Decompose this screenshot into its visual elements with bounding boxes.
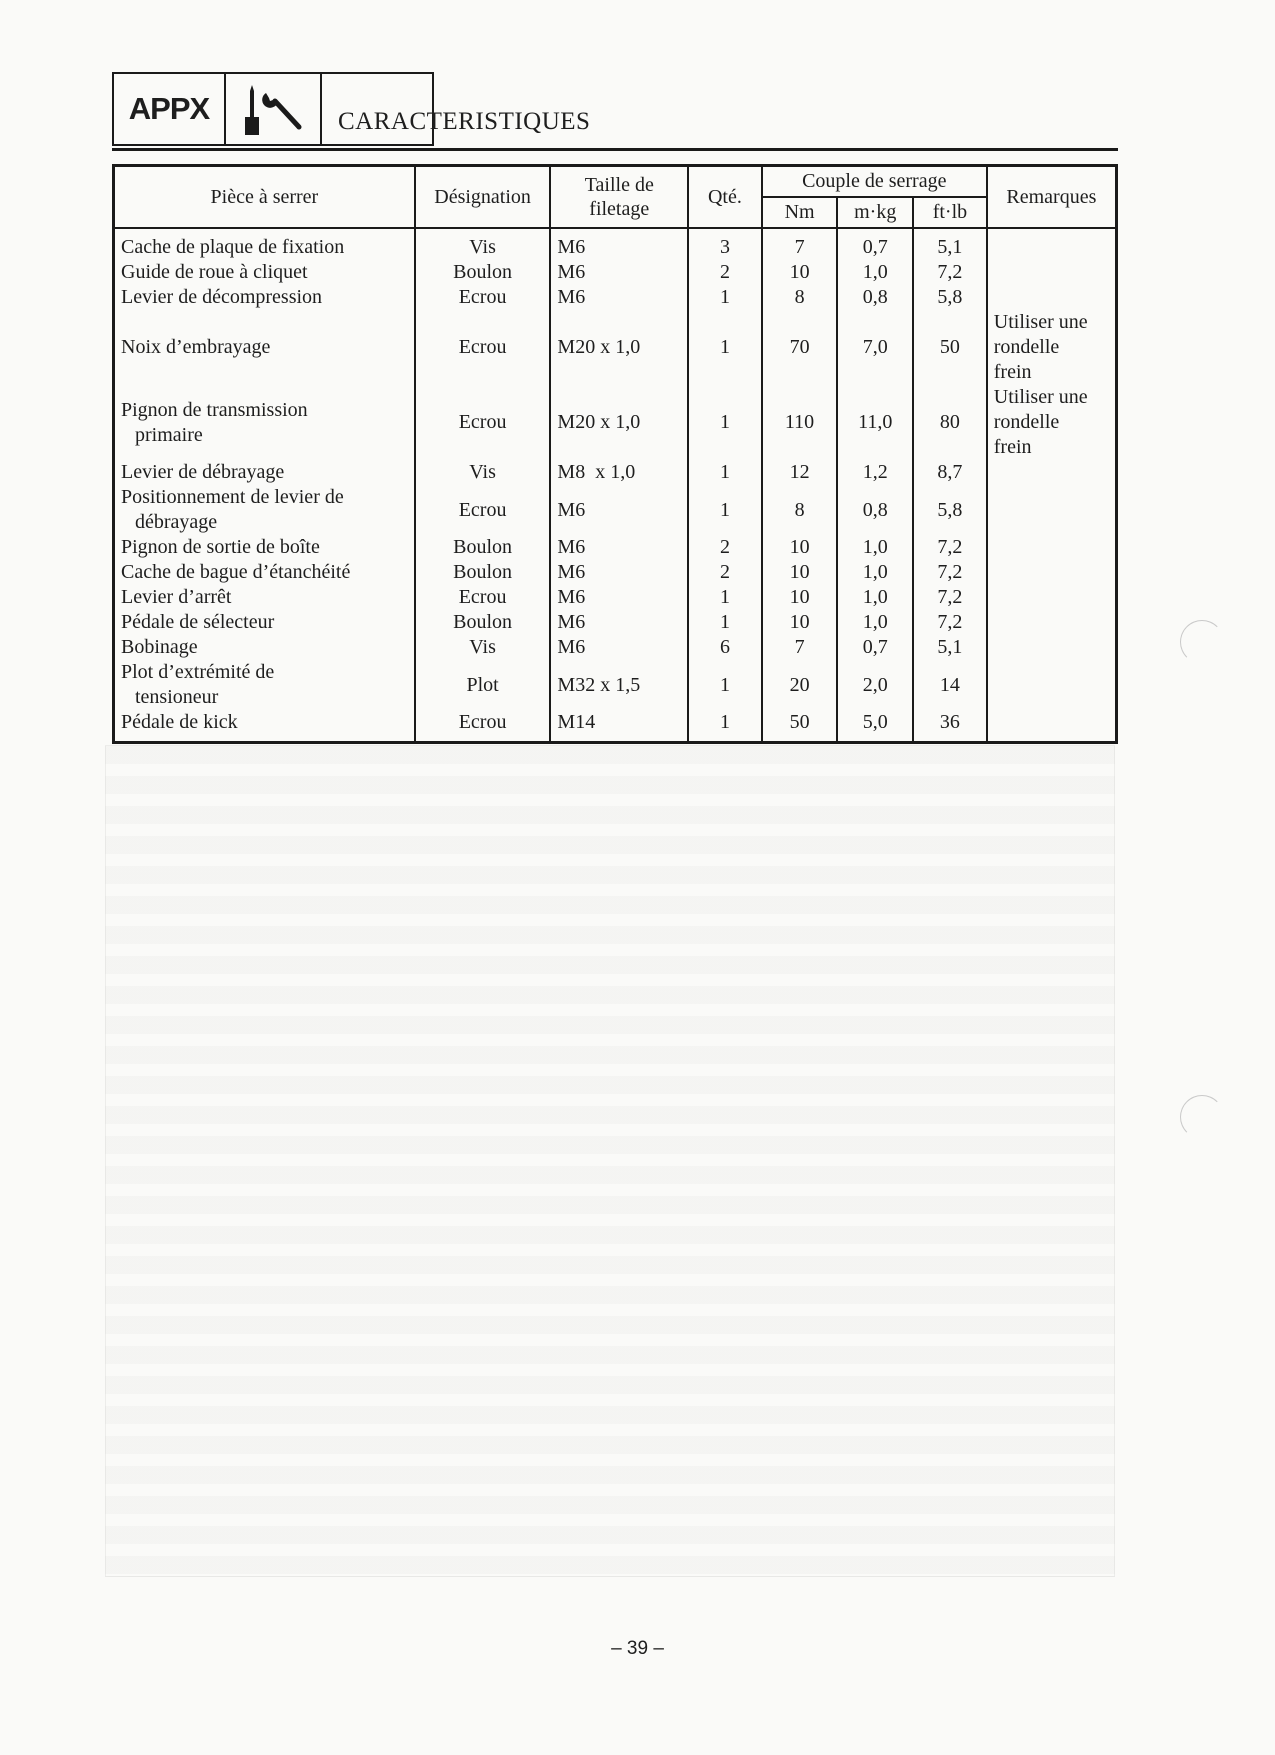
cell-remarks bbox=[987, 260, 1117, 285]
cell-part bbox=[114, 485, 415, 535]
cell-qty: 1 bbox=[688, 460, 762, 485]
table-row bbox=[114, 585, 1117, 610]
header-ftlb: ft·lb bbox=[913, 197, 987, 228]
remark-line: Utiliser une bbox=[993, 386, 1088, 408]
cell-qty: 1 bbox=[688, 585, 762, 610]
cell-nm: 10 bbox=[762, 610, 838, 635]
cell-thread: M6 bbox=[550, 485, 688, 535]
cell-mkg: 0,7 bbox=[837, 635, 913, 660]
cell-thread: M14 bbox=[550, 710, 688, 743]
tools-icon bbox=[226, 74, 320, 144]
punch-hole-mark bbox=[1180, 1095, 1224, 1139]
part-line: Cache de plaque de fixation bbox=[121, 236, 345, 258]
cell-part bbox=[114, 710, 415, 743]
cell-nm: 110 bbox=[762, 385, 838, 460]
part-line: Pédale de kick bbox=[121, 711, 238, 733]
part-line: primaire bbox=[135, 423, 203, 446]
cell-nm: 8 bbox=[762, 485, 838, 535]
cell-qty: 1 bbox=[688, 610, 762, 635]
cell-mkg: 11,0 bbox=[837, 385, 913, 460]
cell-thread: M32 x 1,5 bbox=[550, 660, 688, 710]
part-line: Cache de bague d’étanchéité bbox=[121, 561, 351, 583]
cell-remarks bbox=[987, 228, 1117, 260]
part-line: Levier d’arrêt bbox=[121, 586, 232, 608]
cell-part bbox=[114, 385, 415, 460]
header-mkg: m·kg bbox=[837, 197, 913, 228]
section-badge bbox=[112, 72, 322, 146]
part-line: Positionnement de levier de bbox=[121, 486, 344, 508]
table-row bbox=[114, 660, 1117, 710]
cell-ftlb: 8,7 bbox=[913, 460, 987, 485]
cell-remarks bbox=[987, 560, 1117, 585]
table-row bbox=[114, 560, 1117, 585]
cell-mkg: 2,0 bbox=[837, 660, 913, 710]
cell-qty: 2 bbox=[688, 535, 762, 560]
cell-nm: 20 bbox=[762, 660, 838, 710]
cell-qty: 2 bbox=[688, 260, 762, 285]
cell-part bbox=[114, 660, 415, 710]
remark-line: rondelle bbox=[993, 336, 1060, 358]
table-body bbox=[114, 228, 1117, 743]
cell-qty: 3 bbox=[688, 228, 762, 260]
cell-qty: 1 bbox=[688, 310, 762, 385]
cell-thread: M6 bbox=[550, 560, 688, 585]
table-row bbox=[114, 260, 1117, 285]
part-line: tensioneur bbox=[135, 686, 219, 708]
part-line: Bobinage bbox=[121, 636, 198, 658]
part-line: Plot d’extrémité de bbox=[121, 661, 275, 683]
cell-remarks bbox=[987, 610, 1117, 635]
cell-qty: 2 bbox=[688, 560, 762, 585]
cell-remarks bbox=[987, 535, 1117, 560]
cell-part bbox=[114, 560, 415, 585]
remark-line: Utiliser une bbox=[993, 311, 1088, 333]
table-row bbox=[114, 710, 1117, 743]
table-row bbox=[114, 485, 1117, 535]
cell-designation: Boulon bbox=[415, 260, 551, 285]
punch-hole-mark bbox=[1180, 620, 1224, 664]
cell-mkg: 0,7 bbox=[837, 228, 913, 260]
page-number: – 39 – bbox=[611, 1638, 664, 1659]
cell-remarks bbox=[987, 660, 1117, 710]
cell-nm: 50 bbox=[762, 710, 838, 743]
cell-ftlb: 7,2 bbox=[913, 260, 987, 285]
cell-part bbox=[114, 285, 415, 310]
header-thread-text: Taille de filetage bbox=[584, 174, 654, 220]
table-row bbox=[114, 385, 1117, 460]
part-line: débrayage bbox=[135, 511, 218, 533]
header-torque: Couple de serrage bbox=[762, 166, 987, 198]
cell-qty: 1 bbox=[688, 285, 762, 310]
cell-part bbox=[114, 228, 415, 260]
cell-qty: 1 bbox=[688, 485, 762, 535]
cell-designation: Ecrou bbox=[415, 585, 551, 610]
cell-designation: Vis bbox=[415, 635, 551, 660]
cell-mkg: 0,8 bbox=[837, 485, 913, 535]
cell-remarks bbox=[987, 710, 1117, 743]
cell-designation: Ecrou bbox=[415, 385, 551, 460]
table-row bbox=[114, 460, 1117, 485]
cell-part bbox=[114, 535, 415, 560]
cell-designation: Boulon bbox=[415, 610, 551, 635]
remark-line: rondelle bbox=[993, 411, 1060, 433]
cell-designation: Vis bbox=[415, 228, 551, 260]
cell-qty: 6 bbox=[688, 635, 762, 660]
cell-nm: 7 bbox=[762, 635, 838, 660]
cell-ftlb: 7,2 bbox=[913, 585, 987, 610]
cell-nm: 10 bbox=[762, 585, 838, 610]
part-line: Noix d’embrayage bbox=[121, 336, 271, 358]
cell-qty: 1 bbox=[688, 385, 762, 460]
table-row bbox=[114, 610, 1117, 635]
header-designation: Désignation bbox=[415, 166, 551, 229]
part-line: Levier de décompression bbox=[121, 286, 323, 308]
cell-thread: M6 bbox=[550, 635, 688, 660]
remark-line: frein bbox=[993, 436, 1032, 458]
cell-mkg: 1,0 bbox=[837, 610, 913, 635]
cell-designation: Ecrou bbox=[415, 285, 551, 310]
cell-mkg: 1,2 bbox=[837, 460, 913, 485]
cell-designation: Boulon bbox=[415, 535, 551, 560]
cell-nm: 8 bbox=[762, 285, 838, 310]
torque-spec-table bbox=[112, 164, 1118, 744]
cell-thread: M20 x 1,0 bbox=[550, 310, 688, 385]
part-line: Levier de débrayage bbox=[121, 461, 285, 483]
part-line: Pédale de sélecteur bbox=[121, 611, 275, 633]
cell-designation: Ecrou bbox=[415, 485, 551, 535]
remark-line: frein bbox=[993, 361, 1032, 383]
cell-ftlb: 5,1 bbox=[913, 228, 987, 260]
cell-ftlb: 50 bbox=[913, 310, 987, 385]
cell-nm: 70 bbox=[762, 310, 838, 385]
page-header bbox=[112, 72, 1118, 150]
header-nm: Nm bbox=[762, 197, 838, 228]
section-code: APPX bbox=[114, 74, 226, 144]
cell-mkg: 1,0 bbox=[837, 560, 913, 585]
header-part: Pièce à serrer bbox=[114, 166, 415, 229]
cell-remarks bbox=[987, 385, 1117, 460]
cell-thread: M6 bbox=[550, 535, 688, 560]
cell-ftlb: 7,2 bbox=[913, 610, 987, 635]
cell-part bbox=[114, 585, 415, 610]
cell-thread: M6 bbox=[550, 260, 688, 285]
cell-mkg: 1,0 bbox=[837, 260, 913, 285]
cell-ftlb: 5,1 bbox=[913, 635, 987, 660]
cell-thread: M6 bbox=[550, 610, 688, 635]
cell-ftlb: 7,2 bbox=[913, 560, 987, 585]
part-line: Pignon de transmission bbox=[121, 398, 308, 421]
cell-ftlb: 80 bbox=[913, 385, 987, 460]
table-row bbox=[114, 535, 1117, 560]
page-title: CARACTERISTIQUES bbox=[338, 108, 591, 135]
cell-nm: 10 bbox=[762, 260, 838, 285]
cell-designation: Boulon bbox=[415, 560, 551, 585]
cell-mkg: 1,0 bbox=[837, 535, 913, 560]
cell-mkg: 0,8 bbox=[837, 285, 913, 310]
cell-nm: 12 bbox=[762, 460, 838, 485]
cell-thread: M8 x 1,0 bbox=[550, 460, 688, 485]
cell-thread: M6 bbox=[550, 228, 688, 260]
cell-remarks bbox=[987, 285, 1117, 310]
table-row bbox=[114, 285, 1117, 310]
cell-ftlb: 5,8 bbox=[913, 485, 987, 535]
cell-nm: 10 bbox=[762, 535, 838, 560]
cell-remarks bbox=[987, 585, 1117, 610]
cell-designation: Plot bbox=[415, 660, 551, 710]
header-remarks: Remarques bbox=[987, 166, 1117, 229]
cell-designation: Ecrou bbox=[415, 710, 551, 743]
cell-qty: 1 bbox=[688, 660, 762, 710]
cell-thread: M6 bbox=[550, 285, 688, 310]
cell-ftlb: 36 bbox=[913, 710, 987, 743]
cell-remarks bbox=[987, 460, 1117, 485]
cell-designation: Ecrou bbox=[415, 310, 551, 385]
cell-remarks bbox=[987, 635, 1117, 660]
cell-part bbox=[114, 610, 415, 635]
cell-designation: Vis bbox=[415, 460, 551, 485]
cell-part bbox=[114, 260, 415, 285]
cell-part bbox=[114, 310, 415, 385]
cell-qty: 1 bbox=[688, 710, 762, 743]
table-row bbox=[114, 228, 1117, 260]
cell-ftlb: 14 bbox=[913, 660, 987, 710]
cell-mkg: 1,0 bbox=[837, 585, 913, 610]
table-row bbox=[114, 635, 1117, 660]
cell-ftlb: 5,8 bbox=[913, 285, 987, 310]
cell-remarks bbox=[987, 485, 1117, 535]
cell-nm: 10 bbox=[762, 560, 838, 585]
part-line: Guide de roue à cliquet bbox=[121, 261, 308, 283]
header-thread bbox=[550, 166, 688, 229]
title-rule bbox=[112, 148, 1118, 151]
bleed-through-background bbox=[105, 745, 1115, 1577]
cell-mkg: 5,0 bbox=[837, 710, 913, 743]
cell-part bbox=[114, 460, 415, 485]
cell-thread: M20 x 1,0 bbox=[550, 385, 688, 460]
cell-mkg: 7,0 bbox=[837, 310, 913, 385]
header-qty: Qté. bbox=[688, 166, 762, 229]
cell-ftlb: 7,2 bbox=[913, 535, 987, 560]
cell-remarks bbox=[987, 310, 1117, 385]
cell-nm: 7 bbox=[762, 228, 838, 260]
part-line: Pignon de sortie de boîte bbox=[121, 536, 320, 558]
cell-thread: M6 bbox=[550, 585, 688, 610]
table-row bbox=[114, 310, 1117, 385]
cell-part bbox=[114, 635, 415, 660]
